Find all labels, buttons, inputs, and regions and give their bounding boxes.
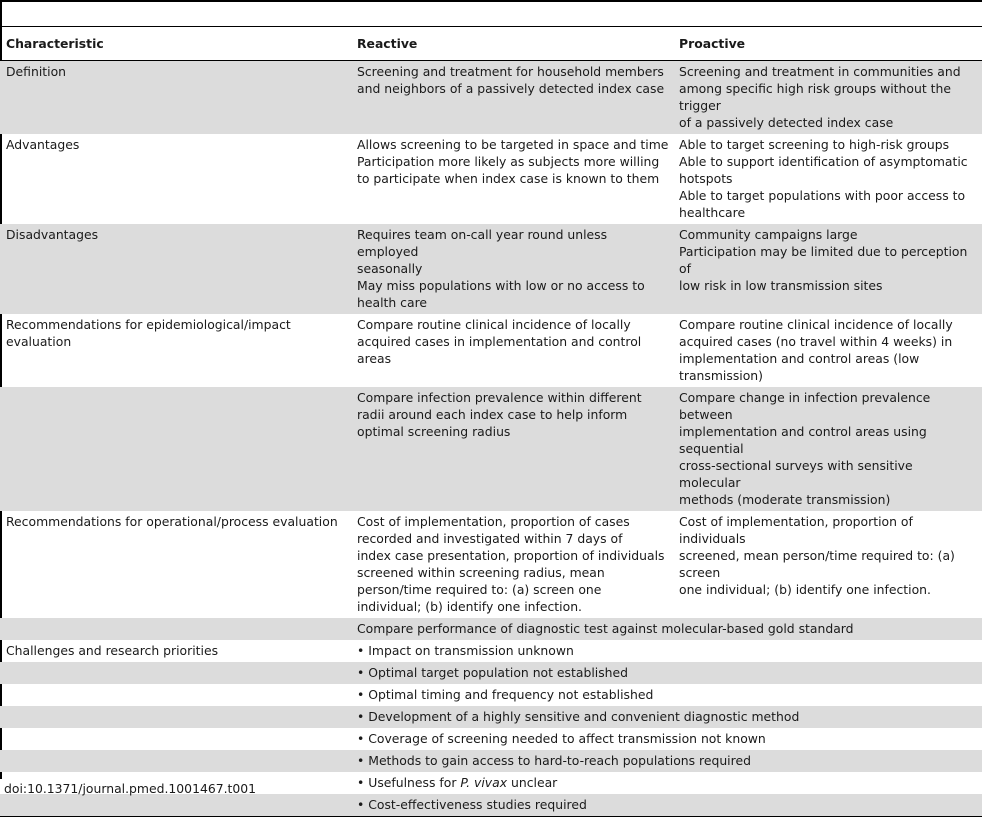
top-rule — [0, 0, 982, 2]
disadvantages-proactive: Community campaigns large Participation may be limited due to perception of low risk in low transmission sites — [673, 224, 982, 314]
label-challenges: Challenges and research priorities — [6, 643, 219, 658]
challenge-item-vivax: • Usefulness for P. vivax unclear — [357, 775, 558, 790]
row-challenges-8 — [0, 794, 982, 817]
disadvantages-reactive: Requires team on-call year round unless employed seasonally May miss populations with low or no access to health care — [351, 224, 673, 314]
row-challenges-3 — [0, 684, 982, 706]
epi-eval-2-proactive: Compare change in infection prevalence between implementation and control areas using sequential cross-sectional surveys with sensitive molecular methods (moderate transmission) — [673, 387, 982, 511]
advantages-proactive: Able to target screening to high-risk groups Able to support identification of asymptomatic hotspots Able to target populations with poor access to healthcare — [679, 137, 968, 220]
op-eval-proactive: Cost of implementation, proportion of individuals screened, mean person/time required to: (a) screen one individual; (b) identify one infection. — [679, 514, 955, 597]
label-op-eval-2 — [0, 618, 351, 640]
challenge-item: • Development of a highly sensitive and convenient diagnostic method — [351, 706, 982, 728]
row-epi-eval — [0, 314, 982, 387]
challenge-item: • Optimal target population not established — [351, 662, 982, 684]
row-challenges-5 — [0, 728, 982, 750]
label-disadvantages: Disadvantages — [0, 224, 351, 314]
header-proactive: Proactive — [673, 27, 982, 61]
challenge-item: • Cost-effectiveness studies required — [351, 794, 982, 817]
epi-eval-proactive: Compare routine clinical incidence of locally acquired cases (no travel within 4 weeks) in implementation and control areas (low transmission) — [679, 317, 953, 383]
epi-eval-reactive: Compare routine clinical incidence of locally acquired cases in implementation and control areas — [357, 317, 642, 366]
label-epi-eval-2 — [0, 387, 351, 511]
label-definition: Definition — [0, 61, 351, 135]
label-advantages: Advantages — [6, 137, 80, 152]
row-op-eval-2 — [0, 618, 982, 640]
doi-caption: doi:10.1371/journal.pmed.1001467.t001 — [4, 781, 257, 796]
row-advantages — [0, 134, 982, 224]
label-op-eval: Recommendations for operational/process evaluation — [6, 514, 338, 529]
row-challenges-6 — [0, 750, 982, 772]
row-disadvantages — [0, 224, 982, 314]
row-challenges-1 — [0, 640, 982, 662]
row-op-eval — [0, 511, 982, 618]
row-epi-eval-2 — [0, 387, 982, 511]
row-definition — [0, 61, 982, 135]
row-challenges-4 — [0, 706, 982, 728]
header-row — [0, 27, 982, 61]
row-challenges-2 — [0, 662, 982, 684]
header-characteristic: Characteristic — [0, 27, 351, 61]
definition-reactive: Screening and treatment for household members and neighbors of a passively detected index case — [351, 61, 673, 135]
op-eval-reactive: Cost of implementation, proportion of cases recorded and investigated within 7 days of index case presentation, proportion of individuals screened within screening radius, mean person/time required to: (a) screen one individual; (b) identify one infection. — [357, 514, 665, 614]
epi-eval-2-reactive: Compare infection prevalence within different radii around each index case to help inform optimal screening radius — [351, 387, 673, 511]
advantages-reactive: Allows screening to be targeted in space and time Participation more likely as subjects more willing to participate when index case is known to them — [357, 137, 669, 186]
challenge-item: • Methods to gain access to hard-to-reach populations required — [351, 750, 982, 772]
label-epi-eval: Recommendations for epidemiological/impact evaluation — [6, 317, 291, 349]
challenge-item: • Impact on transmission unknown — [357, 643, 574, 658]
comparison-table — [0, 26, 982, 817]
op-eval-2-span: Compare performance of diagnostic test against molecular-based gold standard — [351, 618, 982, 640]
header-reactive: Reactive — [351, 27, 673, 61]
definition-proactive: Screening and treatment in communities and among specific high risk groups without the trigger of a passively detected index case — [673, 61, 982, 135]
challenge-item: • Optimal timing and frequency not established — [357, 687, 654, 702]
challenge-item: • Coverage of screening needed to affect transmission not known — [357, 731, 766, 746]
